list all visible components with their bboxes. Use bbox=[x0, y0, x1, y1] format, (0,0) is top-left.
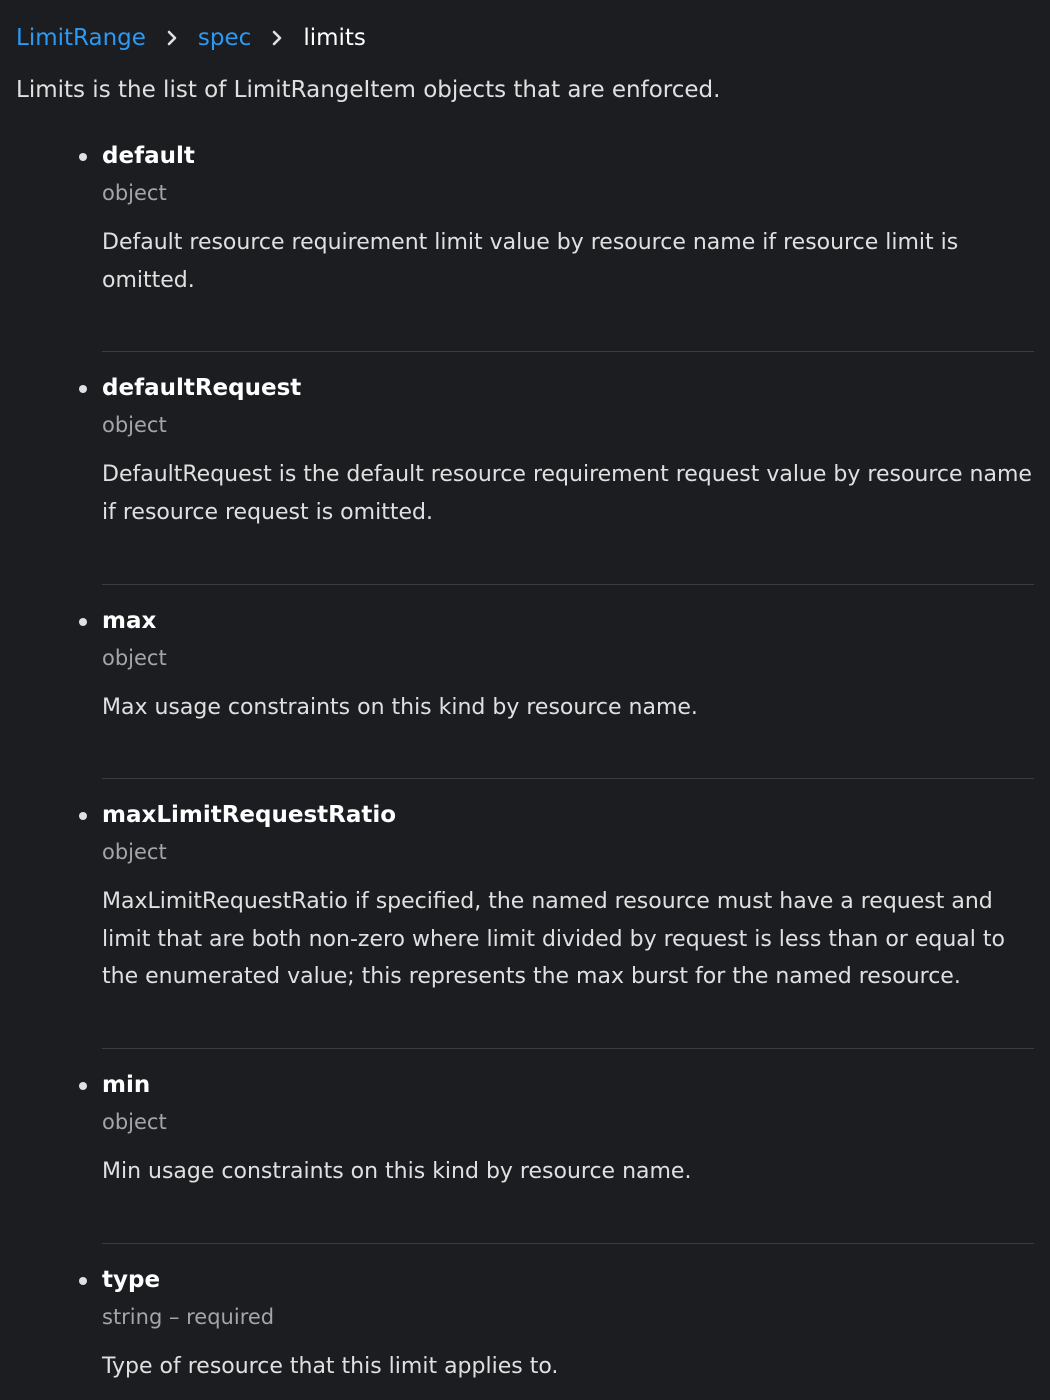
field-type: string – required bbox=[102, 1305, 275, 1329]
field-name: maxLimitRequestRatio bbox=[102, 802, 397, 828]
field-item-maxlimitrequestratio bbox=[102, 796, 1034, 996]
breadcrumb bbox=[16, 22, 366, 54]
divider bbox=[102, 584, 1034, 585]
divider bbox=[102, 1048, 1034, 1049]
breadcrumb-current: limits bbox=[303, 25, 366, 51]
field-name: default bbox=[102, 143, 195, 169]
breadcrumb-link-limitrange[interactable]: LimitRange bbox=[16, 25, 146, 51]
bullet-icon bbox=[79, 1277, 87, 1285]
divider bbox=[102, 1243, 1034, 1244]
field-item-default bbox=[102, 137, 1034, 299]
field-type: object bbox=[102, 413, 167, 437]
field-description: Max usage constraints on this kind by resource name. bbox=[102, 695, 698, 720]
breadcrumb-link-spec[interactable]: spec bbox=[197, 25, 252, 51]
bullet-icon bbox=[79, 812, 87, 820]
divider bbox=[102, 351, 1034, 352]
field-description: DefaultRequest is the default resource requirement request value by resource name if resource request is omitted. bbox=[102, 462, 1032, 525]
field-item-defaultrequest bbox=[102, 369, 1034, 531]
field-name: min bbox=[102, 1072, 151, 1098]
field-type: object bbox=[102, 840, 167, 864]
field-description: MaxLimitRequestRatio if specified, the named resource must have a request and limit that are both non-zero where limit divided by request is less than or equal to the enumerated value; this represents the max burst for the named resource. bbox=[102, 889, 1005, 989]
field-item-min bbox=[102, 1066, 1034, 1191]
bullet-icon bbox=[79, 385, 87, 393]
field-description: Type of resource that this limit applies to. bbox=[102, 1354, 559, 1379]
field-name: defaultRequest bbox=[102, 375, 302, 401]
bullet-icon bbox=[79, 618, 87, 626]
bullet-icon bbox=[79, 1082, 87, 1090]
field-item-max bbox=[102, 602, 1034, 727]
field-type: object bbox=[102, 1110, 167, 1134]
divider bbox=[102, 778, 1034, 779]
field-type: object bbox=[102, 181, 167, 205]
field-item-type bbox=[102, 1261, 1034, 1386]
field-description: Default resource requirement limit value by resource name if resource limit is omitted. bbox=[102, 230, 959, 293]
chevron-right-icon bbox=[251, 30, 303, 46]
bullet-icon bbox=[79, 153, 87, 161]
field-name: type bbox=[102, 1267, 161, 1293]
field-description-intro: Limits is the list of LimitRangeItem objects that are enforced. bbox=[16, 77, 721, 103]
chevron-right-icon bbox=[146, 30, 198, 46]
field-type: object bbox=[102, 646, 167, 670]
field-name: max bbox=[102, 608, 157, 634]
field-description: Min usage constraints on this kind by resource name. bbox=[102, 1159, 692, 1184]
